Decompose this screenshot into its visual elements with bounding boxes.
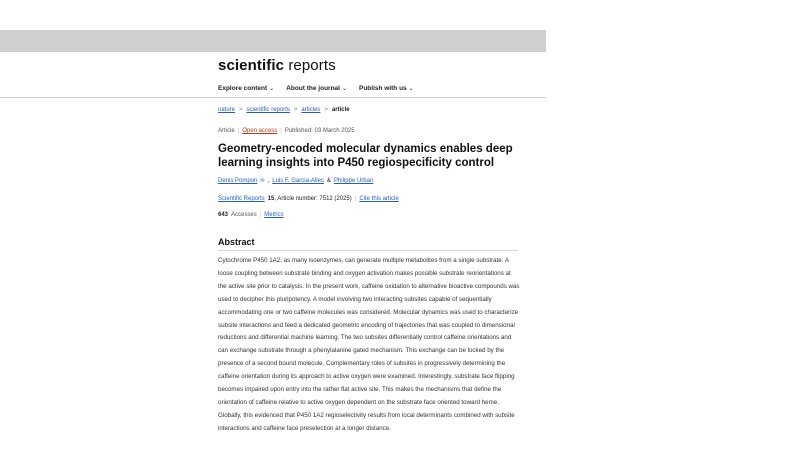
abstract-heading: Abstract (218, 237, 255, 247)
nav-label: About the journal (286, 84, 340, 92)
breadcrumb-separator: > (239, 107, 243, 113)
published-date: Published: 03 March 2025 (284, 128, 355, 134)
site-logo[interactable] (218, 57, 336, 74)
breadcrumb-journal[interactable]: scientific reports (246, 107, 290, 113)
author-link[interactable]: Luis F. Garcia-Alles (272, 178, 324, 184)
meta-separator: | (259, 212, 262, 218)
breadcrumb-separator: > (324, 107, 328, 113)
email-icon[interactable]: ✉ (260, 178, 265, 184)
article-meta (218, 128, 355, 134)
journal-volume: 15 (267, 196, 275, 202)
nav-divider (0, 97, 546, 98)
breadcrumb-nature[interactable]: nature (218, 107, 236, 113)
breadcrumb (218, 107, 350, 113)
meta-separator: | (237, 128, 240, 134)
browser-top-bar (0, 30, 546, 52)
nav-publish[interactable] (359, 82, 414, 94)
accesses-count: 643 (218, 212, 229, 218)
breadcrumb-articles[interactable]: articles (301, 107, 321, 113)
meta-separator: | (354, 196, 357, 202)
abstract-text: Cytochrome P450 1A2, as many isoenzymes, can generate multiple metabolites from a single substrate. A loose coupling between substrate binding and oxygen activation makes possible substrate reorientations at the active site prior to catalysis. In the present work, caffeine oxidation to alternative bioactive compounds was used to decipher this pluripotency. A model involving two interacting subsites capable of sequentially accommodating one or two caffeine molecules was considered. Molecular dynamics was used to characterize subsite interactions and feed a dedicated geometric encoding of trajectories that was coupled to dimensional reductions and differential machine learning. The two subsites differentially control caffeine orientations and can exchange substrate through a phenylalanine gated mechanism. This exchange can be locked by the presence of a second bound molecule. Complementary roles of subsites in progressively determining the caffeine orientation during its approach to active oxygen were examined. Interestingly, substrate face flipping becomes impaired upon entry into the rather flat active site. This makes the mechanisms that define the orientation of caffeine relative to active oxygen dependent on the substrate face oriented toward heme. Globally, this evidenced that P450 1A2 regioselectivity results from local determinants combined with subsite interactions and caffeine face preselection at a longer distance. (218, 257, 520, 432)
chevron-down-icon: ⌄ (269, 85, 275, 92)
nav-label: Explore content (218, 84, 268, 92)
breadcrumb-separator: > (293, 107, 298, 113)
metrics-link[interactable]: Metrics (264, 212, 284, 218)
open-access-link[interactable]: Open access (242, 128, 278, 134)
journal-link[interactable]: Scientific Reports (218, 196, 265, 202)
main-nav (218, 82, 414, 94)
chevron-down-icon: ⌄ (341, 85, 347, 92)
article-number: , Article number: 7512 (2025) (274, 196, 352, 202)
breadcrumb-current: article (331, 107, 350, 113)
logo-light: reports (288, 57, 336, 74)
accesses-label: Accesses (231, 212, 257, 218)
logo-bold: scientific (218, 57, 285, 74)
author-link[interactable]: Denis Pompon (218, 178, 258, 184)
author-separator: , (267, 178, 270, 184)
article-title: Geometry-encoded molecular dynamics enables deep learning insights into P450 regiospecificity control (218, 143, 513, 169)
article-type: Article (218, 128, 235, 134)
nav-label: Publish with us (359, 84, 407, 92)
author-ampersand: & (326, 178, 331, 184)
cite-article-link[interactable]: Cite this article (359, 196, 399, 202)
journal-info (218, 196, 399, 202)
author-list (218, 178, 373, 184)
meta-separator: | (280, 128, 282, 134)
nav-about-journal[interactable] (286, 82, 347, 94)
article-metrics (218, 212, 284, 218)
abstract-divider (218, 250, 518, 251)
author-link[interactable]: Philippe Urban (333, 178, 374, 184)
chevron-down-icon: ⌄ (408, 85, 414, 92)
nav-explore-content[interactable] (218, 82, 274, 94)
